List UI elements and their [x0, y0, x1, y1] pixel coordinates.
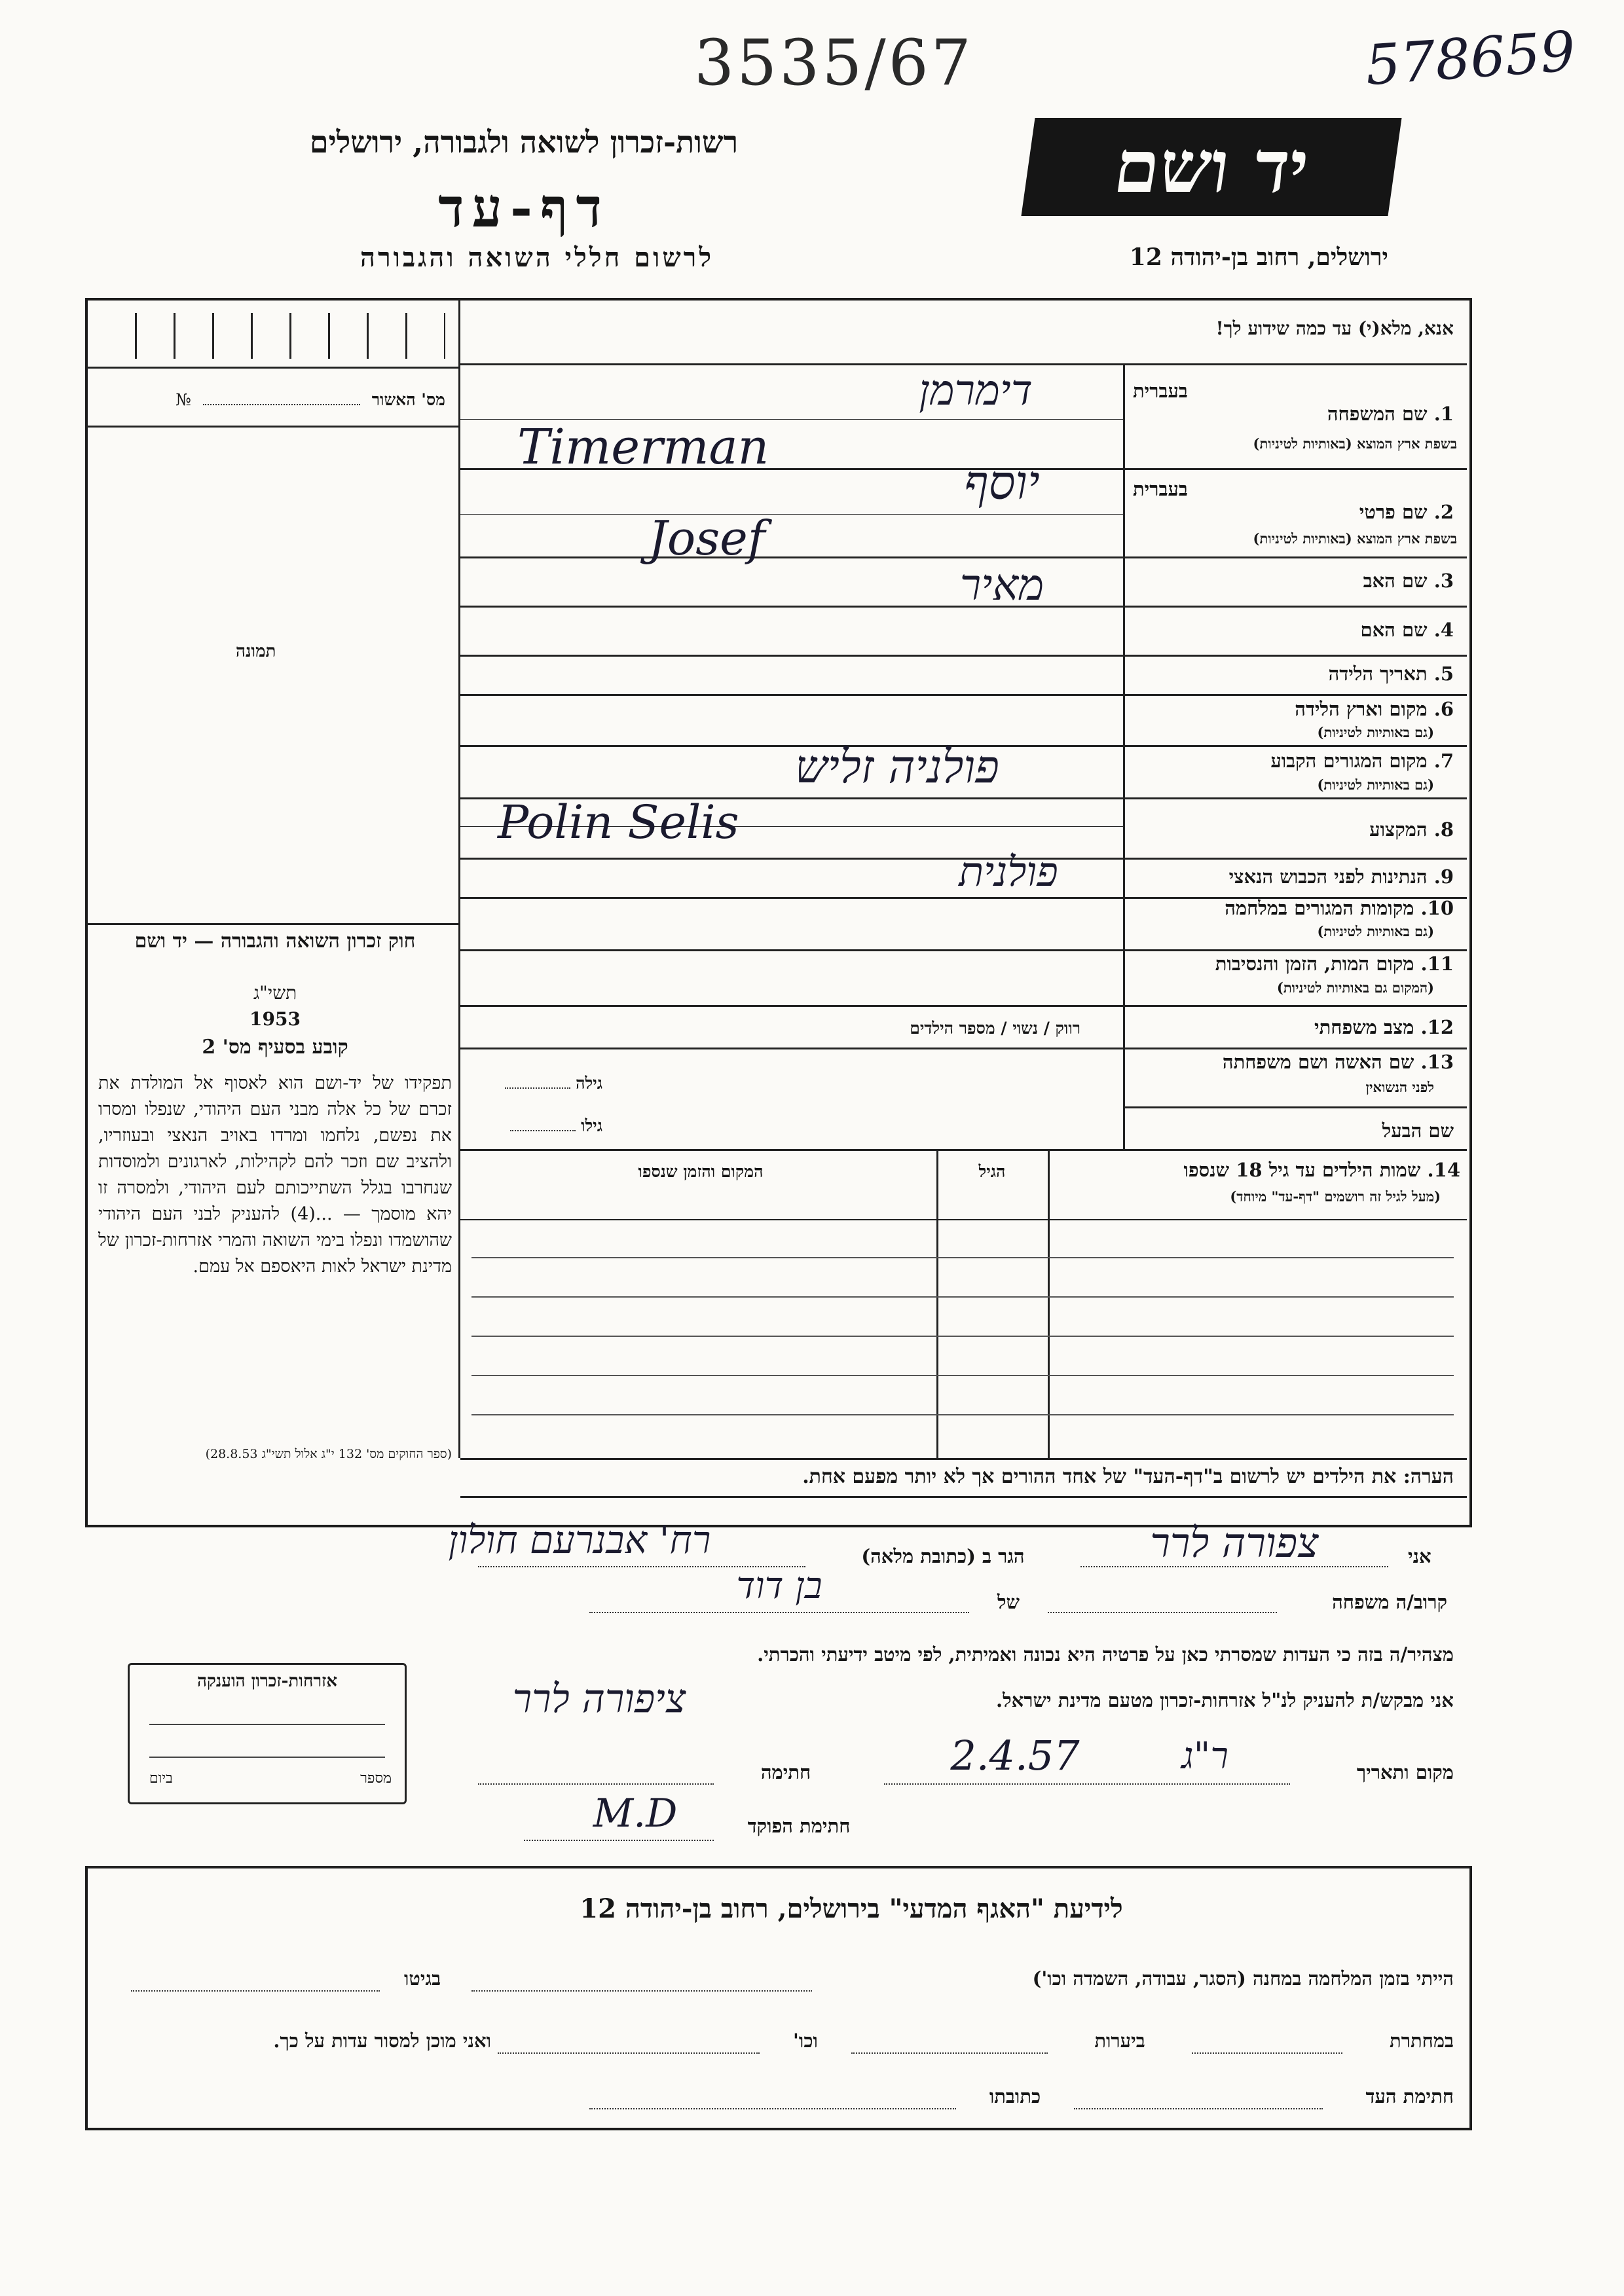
yad-vashem-logo: יד ושם — [1021, 118, 1401, 216]
decl-relation-name-rule — [589, 1612, 969, 1613]
decl-declarant-rule — [1080, 1566, 1388, 1567]
cert-number-rule — [203, 404, 360, 405]
field-5-text: תאריך הלידה — [1328, 663, 1428, 685]
page-title: דף-עד — [438, 177, 610, 240]
decl-address: רח' אבנרעם חולון — [448, 1518, 711, 1562]
law-top-border — [86, 923, 460, 925]
law-text: תפקידו של יד-ושם הוא לאסוף אל המולדת את זכרם של כל אלה מבני העם היהודי, שנפלו ומסרו את נפשם, נלחמו ומרדו באויב הנאצי ובעוזריו, ולהציב שם וזכר להם לקהילות, לארגונים ולמוסדות שנחרבו בגלל השתייכותם לעם היהודי, ולמסרה זו יהא מוסמך — ...(4) להעניק לבני העם היהודי שהושמדו ונפלו בימי השואה והמרי אזרחות-זכרון של מדינת ישראל לאות היאספם אל עמם. — [98, 1073, 452, 1277]
stamp-title: אזרחות-זכרון הוענקה — [196, 1671, 338, 1691]
camp-line: הייתי בזמן המלחמה במחנה (הסגר, עבודה, השמדה וכו') — [1032, 1967, 1454, 1990]
field-11-label — [1133, 953, 1454, 975]
law-year: 1953 — [249, 1008, 301, 1030]
field-8-text: המקצוע — [1369, 818, 1428, 841]
field-10-label — [1133, 897, 1454, 920]
photo-box-bottom — [86, 426, 460, 428]
cert-box-bottom — [86, 367, 460, 369]
husband-age-label: גילו — [581, 1116, 602, 1135]
field-11-num: 11. — [1420, 953, 1454, 975]
children-col-age: הגיל — [978, 1162, 1006, 1181]
photo-label: תמונה — [236, 642, 276, 661]
field-9-label — [1133, 866, 1454, 888]
field-3-num: 3. — [1433, 570, 1454, 592]
witness-sig-rule — [1074, 2108, 1323, 2109]
witness-sig-label: חתימת העד — [1365, 2085, 1454, 2107]
label-column-divider — [1123, 365, 1125, 1150]
stamp-line — [149, 1724, 385, 1725]
forests-rule — [851, 2052, 1048, 2054]
row-line — [460, 556, 1467, 558]
children-rows — [471, 1219, 1454, 1442]
page-subtitle: לרשום חללי השואה והגבורה — [360, 242, 714, 273]
children-col-place: המקום והזמן שנספו — [638, 1162, 764, 1181]
field-2-sub: בשפת ארץ המוצא (באותיות לטיניות) — [1253, 530, 1457, 547]
children-num: 14. — [1427, 1159, 1460, 1181]
field-13-label — [1133, 1051, 1454, 1074]
field-5-num: 5. — [1433, 663, 1454, 685]
stamp-line — [149, 1757, 385, 1758]
field-2-text: שם פרטי — [1359, 501, 1428, 523]
field-13-sub: לפני הנשואין — [1365, 1079, 1434, 1095]
decl-declarant: צפורה לרר — [1150, 1519, 1319, 1567]
archive-number: 3535/67 — [694, 26, 974, 100]
field-7-value-he: פולניה זליש — [795, 740, 999, 793]
decl-signature: ציפורה לרר — [512, 1676, 686, 1722]
field-4-label — [1133, 619, 1454, 642]
decl-relation: בן דוד — [736, 1565, 822, 1607]
field-7-value-lat: Polin Selis — [498, 795, 739, 849]
underground-rule — [1192, 2052, 1342, 2054]
sub-row-line — [460, 514, 1123, 515]
ghetto-rule — [131, 1990, 380, 1992]
field-2-lang: בעברית — [1133, 478, 1188, 500]
cert-label: מס' האשור — [371, 390, 445, 409]
field-8-label — [1133, 818, 1454, 841]
instruction: אנא, מלא(י) עד כמה שידוע לך! — [1215, 318, 1454, 339]
etc-rule — [498, 2052, 760, 2054]
field-2-value-lat: Josef — [648, 511, 766, 566]
row-line — [1123, 1106, 1467, 1108]
field-6-sub: (גם באותיות לטיניות) — [1317, 724, 1434, 740]
field-4-text: שם האם — [1360, 619, 1428, 641]
cert-digit-boxes — [98, 313, 445, 359]
row-line — [460, 694, 1467, 696]
row-line — [460, 655, 1467, 657]
forests-label: ביערות — [1094, 2030, 1145, 2052]
field-1-value-he: דימרמן — [919, 367, 1033, 415]
address-rule — [589, 2108, 956, 2109]
field-11-text: מקום המות, הזמן והנסיבות — [1215, 953, 1414, 975]
etc-label: וכו' — [793, 2030, 818, 2052]
left-column-divider — [458, 299, 460, 1458]
field-6-label — [1133, 698, 1454, 721]
note: הערה: את הילדים יש לרשום ב"דף-העד" של אחד ההורים אך לא יותר מפעם אחת. — [802, 1465, 1454, 1488]
decl-place-date-rule — [884, 1783, 1290, 1785]
field-1-sub: בשפת ארץ המוצא (באותיות לטיניות) — [1253, 435, 1457, 452]
field-9-num: 9. — [1433, 866, 1454, 888]
camp-rule — [471, 1990, 812, 1992]
field-12-label — [1133, 1016, 1454, 1039]
field-4-num: 4. — [1433, 619, 1454, 641]
field-13-age-label: גילה — [576, 1074, 602, 1093]
field-1-num: 1. — [1433, 403, 1454, 425]
bottom-title: לידיעת "האגף המדעי" בירושלים, רחוב בן-יהודה 12 — [580, 1893, 1123, 1924]
field-6-text: מקום וארץ הלידה — [1295, 698, 1428, 720]
decl-relation-label: קרוב/ה משפחה — [1332, 1591, 1447, 1613]
law-year-he: תשי"ג — [253, 982, 297, 1004]
field-9-value-he: פולנית — [959, 848, 1058, 896]
field-2-num: 2. — [1433, 501, 1454, 523]
field-7-sub: (גם באותיות לטיניות) — [1317, 776, 1434, 793]
husband-label: שם הבעל — [1382, 1120, 1454, 1142]
decl-signature-rule — [478, 1783, 714, 1785]
cert-no-label: № — [175, 390, 191, 409]
stamp-date: ביום — [149, 1770, 173, 1787]
org-line: רשות-זכרון לשואה ולגבורה, ירושלים — [309, 124, 739, 160]
field-12-options: רווק / נשוי / מספר הילדים — [910, 1019, 1080, 1038]
field-9-text: הנתינות לפני הכבוש הנאצי — [1228, 866, 1428, 888]
field-13-age-rule — [505, 1087, 570, 1089]
field-13-text: שם האשה ושם משפחתה — [1222, 1051, 1414, 1073]
field-1-lang: בעברית — [1133, 380, 1188, 402]
decl-officer-rule — [524, 1840, 714, 1841]
row-line — [460, 1048, 1467, 1049]
field-10-sub: (גם באותיות לטיניות) — [1317, 923, 1434, 939]
note-bottom — [460, 1496, 1467, 1498]
decl-statement-1: מצהיר/ה בזה כי העדות שמסרתי כאן על פרטיה היא נכונה ואמיתית, לפי מיטב ידיעתי והכרתי. — [757, 1643, 1454, 1666]
decl-relation-rule — [1048, 1612, 1277, 1613]
decl-officer-label: חתימת הפוקד — [747, 1815, 851, 1837]
field-6-num: 6. — [1433, 698, 1454, 720]
stamp-num: מספר — [360, 1770, 392, 1787]
field-7-text: מקום המגורים הקבוע — [1270, 750, 1428, 772]
field-10-text: מקומות המגורים במלחמה — [1225, 897, 1414, 919]
address-label: כתובתו — [989, 2085, 1041, 2107]
children-label — [1048, 1159, 1460, 1182]
field-13-num: 13. — [1420, 1051, 1454, 1073]
field-1-text: שם המשפחה — [1327, 403, 1428, 425]
husband-age-rule — [510, 1130, 576, 1131]
field-7-label — [1133, 750, 1454, 773]
decl-ani-label: אני — [1408, 1545, 1431, 1567]
field-1-label — [1133, 403, 1454, 426]
field-3-value-he: מאיר — [959, 560, 1044, 610]
decl-statement-2: אני מבקש/ת להעניק לנ"ל אזרחות-זכרון מטעם מדינת ישראל. — [995, 1689, 1454, 1711]
law-title: חוק זכרון השואה והגבורה — יד ושם — [134, 930, 416, 953]
decl-place-date-label: מקום ותאריך — [1356, 1761, 1454, 1783]
field-3-label — [1133, 570, 1454, 592]
underground-label: במחתרת — [1390, 2030, 1454, 2052]
decl-officer: M.D — [593, 1791, 678, 1836]
row-line — [460, 1005, 1467, 1007]
decl-of-label: של — [997, 1591, 1020, 1613]
field-7-num: 7. — [1433, 750, 1454, 772]
page-id: 578659 — [1363, 18, 1578, 98]
decl-gar-label: הגר ב (כתובת מלאה) — [861, 1545, 1025, 1567]
note-top — [460, 1458, 1467, 1460]
law-reference: (ספר החוקים מס' 132 י"ג אלול תשי"ג 28.8.53) — [205, 1447, 452, 1461]
row-line — [460, 949, 1467, 951]
cert-number-label — [105, 390, 445, 410]
decl-signature-label: חתימה — [760, 1761, 811, 1783]
instruction-bottom — [460, 363, 1467, 365]
field-2-label — [1133, 501, 1454, 524]
field-10-num: 10. — [1420, 897, 1454, 919]
field-12-text: מצב משפחתי — [1314, 1016, 1414, 1038]
memorial-stamp — [128, 1663, 407, 1804]
row-line — [460, 1149, 1467, 1151]
decl-date: 2.4.57 — [950, 1732, 1080, 1779]
husband-age — [471, 1116, 602, 1136]
ready-label: ואני מוכן למסור עדות על כך. — [273, 2030, 491, 2052]
field-13-age — [471, 1074, 602, 1093]
field-11-sub: (המקום גם באותיות לטיניות) — [1276, 979, 1434, 996]
ghetto-label: בגיטו — [403, 1967, 441, 1990]
field-12-num: 12. — [1420, 1016, 1454, 1038]
address-line: ירושלים, רחוב בן-יהודה 12 — [1129, 244, 1388, 271]
field-3-text: שם האב — [1363, 570, 1428, 592]
field-1-value-lat: Timerman — [517, 419, 769, 475]
law-clause: קובע בסעיף מס' 2 — [202, 1036, 348, 1059]
field-8-num: 8. — [1433, 818, 1454, 841]
field-2-value-he: יוסף — [964, 455, 1040, 510]
children-sub: (מעל לגיל זה רושמים "דף-עד" מיוחד) — [1230, 1188, 1441, 1205]
field-5-label — [1133, 663, 1454, 685]
decl-place: ר"ג — [1181, 1735, 1228, 1777]
children-text: שמות הילדים עד גיל 18 שנספו — [1183, 1159, 1421, 1181]
